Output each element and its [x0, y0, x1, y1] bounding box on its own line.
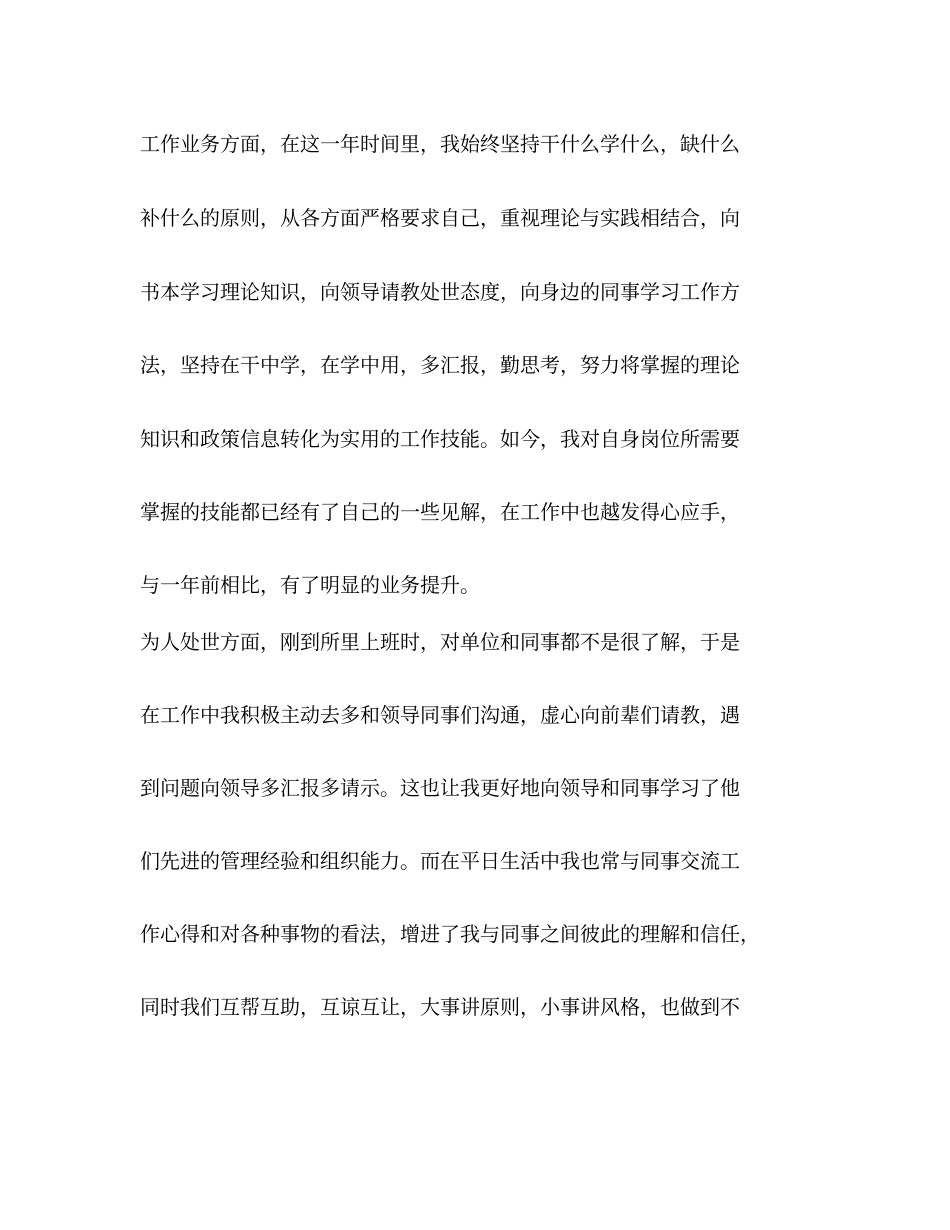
text-line: 补什么的原则，从各方面严格要求自己，重视理论与实践相结合，向	[140, 206, 740, 230]
text-line: 掌握的技能都已经有了自己的一些见解，在工作中也越发得心应手，	[140, 500, 740, 524]
text-line: 到问题向领导多汇报多请示。这也让我更好地向领导和同事学习了他	[140, 776, 740, 800]
text-line: 法，坚持在干中学，在学中用，多汇报，勤思考，努力将掌握的理论	[140, 353, 740, 377]
text-line: 书本学习理论知识，向领导请教处世态度，向身边的同事学习工作方	[140, 280, 740, 304]
text-line: 与一年前相比，有了明显的业务提升。	[140, 573, 480, 597]
text-line: 工作业务方面，在这一年时间里，我始终坚持干什么学什么，缺什么	[140, 132, 740, 156]
text-line: 为人处世方面，刚到所里上班时，对单位和同事都不是很了解，于是	[140, 630, 740, 654]
text-line: 同时我们互帮互助，互谅互让，大事讲原则，小事讲风格，也做到不	[140, 995, 740, 1019]
text-line: 作心得和对各种事物的看法，增进了我与同事之间彼此的理解和信任，	[140, 922, 760, 946]
text-line: 们先进的管理经验和组织能力。而在平日生活中我也常与同事交流工	[140, 849, 740, 873]
text-line: 在工作中我积极主动去多和领导同事们沟通，虚心向前辈们请教，遇	[140, 703, 740, 727]
text-line: 知识和政策信息转化为实用的工作技能。如今，我对自身岗位所需要	[140, 427, 740, 451]
